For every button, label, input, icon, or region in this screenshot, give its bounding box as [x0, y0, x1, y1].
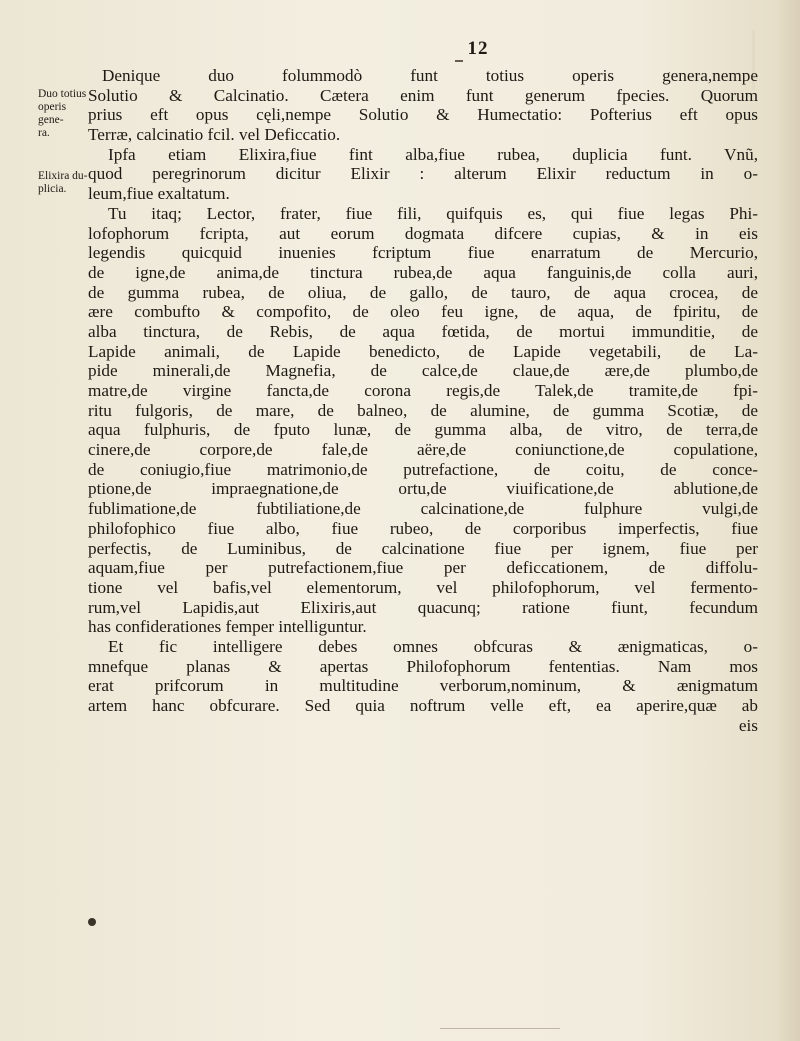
- catchword: eis: [738, 715, 758, 735]
- text-line: Tu itaq; Lector, frater, fiue fili, quifquis es, qui fiue legas Phi-: [108, 203, 758, 223]
- page-number: 12: [467, 38, 489, 59]
- text-line: lofophorum fcripta, aut eorum dogmata difcere cupias, & in eis: [88, 223, 758, 243]
- text-line: leum,fiue exaltatum.: [88, 184, 230, 204]
- text-line: aquam,fiue per putrefactionem,fiue per deficcationem, de diffolu-: [88, 558, 758, 578]
- text-line: Ipfa etiam Elixira,fiue fint alba,fiue rubea, duplicia funt. Vnũ,: [108, 144, 758, 164]
- text-line: has confiderationes femper intelliguntur.: [88, 617, 367, 637]
- text-line: alba tinctura, de Rebis, de aqua fœtida, de mortui immunditie, de: [88, 321, 758, 341]
- text-line: prius eft opus cęli,nempe Solutio & Humectatio: Pofterius eft opus: [88, 105, 758, 125]
- text-line: aqua fulphuris, de fputo lunæ, de gumma alba, de vitro, de terra,de: [88, 420, 758, 440]
- margin-note-elixira: [38, 170, 92, 196]
- text-line: cinere,de corpore,de fale,de aëre,de coniunctione,de copulatione,: [88, 440, 758, 460]
- text-line: erat prifcorum in multitudine verborum,nominum, & ænigmatum: [88, 676, 758, 696]
- bottom-margin-mark: [440, 1028, 560, 1029]
- text-line: legendis quicquid inuenies fcriptum fiue enarratum de Mercurio,: [88, 243, 758, 263]
- text-line: fublimatione,de fubtiliatione,de calcinatione,de fulphure vulgi,de: [88, 499, 758, 519]
- text-line: pide minerali,de Magnefia, de calce,de claue,de ære,de plumbo,de: [88, 361, 758, 381]
- text-line: rum,vel Lapidis,aut Elixiris,aut quacunq; ratione fiunt, fecundum: [88, 597, 758, 617]
- text-line: mnefque planas & apertas Philofophorum fententias. Nam mos: [88, 656, 758, 676]
- text-line: de igne,de anima,de tinctura rubea,de aqua fanguinis,de colla auri,: [88, 262, 758, 282]
- text-line: artem hanc obfcurare. Sed quia noftrum velle eft, ea aperire,quæ ab: [88, 696, 758, 715]
- text-line: tione vel bafis,vel elementorum, vel philofophorum, vel fermento-: [88, 577, 758, 597]
- text-line: quod peregrinorum dicitur Elixir : alterum Elixir reductum in o-: [88, 164, 758, 184]
- text-line: Et fic intelligere debes omnes obfcuras & ænigmaticas, o-: [108, 636, 758, 656]
- margin-note-operis-genera: [38, 88, 92, 140]
- text-line: ære combufto & compofito, de oleo feu igne, de aqua, de fpiritu, de: [88, 302, 758, 322]
- header-mark: [455, 60, 463, 62]
- text-line: Solutio & Calcinatio. Cætera enim funt generum fpecies. Quorum: [88, 85, 758, 105]
- ink-spot: [88, 918, 96, 926]
- text-line: de gumma rubea, de oliua, de gallo, de tauro, de aqua crocea, de: [88, 282, 758, 302]
- text-line: Denique duo folummodò funt totius operis genera,nempe: [102, 66, 758, 85]
- text-line: philofophico fiue albo, fiue rubeo, de corporibus imperfectis, fiue: [88, 518, 758, 538]
- margin-note-line: Elixira du-: [38, 170, 88, 182]
- margin-note-line: plicia.: [38, 183, 67, 195]
- margin-note-line: operis gene-: [38, 101, 67, 126]
- text-line: Terræ, calcinatio fcil. vel Deficcatio.: [88, 125, 341, 145]
- text-line: ritu fulgoris, de mare, de balneo, de alumine, de gumma Scotiæ, de: [88, 400, 758, 420]
- text-line: ptione,de impraegnatione,de ortu,de viuificatione,de ablutione,de: [88, 479, 758, 499]
- text-line: matre,de virgine fancta,de corona regis,de Talek,de tramite,de fpi-: [88, 381, 758, 400]
- margin-note-line: Duo totius: [38, 88, 87, 100]
- main-text: [88, 66, 758, 735]
- margin-note-line: ra.: [38, 127, 50, 139]
- text-line: de coniugio,fiue matrimonio,de putrefactione, de coitu, de conce-: [88, 459, 758, 479]
- text-line: Lapide animali, de Lapide benedicto, de Lapide vegetabili, de La-: [88, 341, 758, 361]
- text-line: perfectis, de Luminibus, de calcinatione fiue per ignem, fiue per: [88, 538, 758, 558]
